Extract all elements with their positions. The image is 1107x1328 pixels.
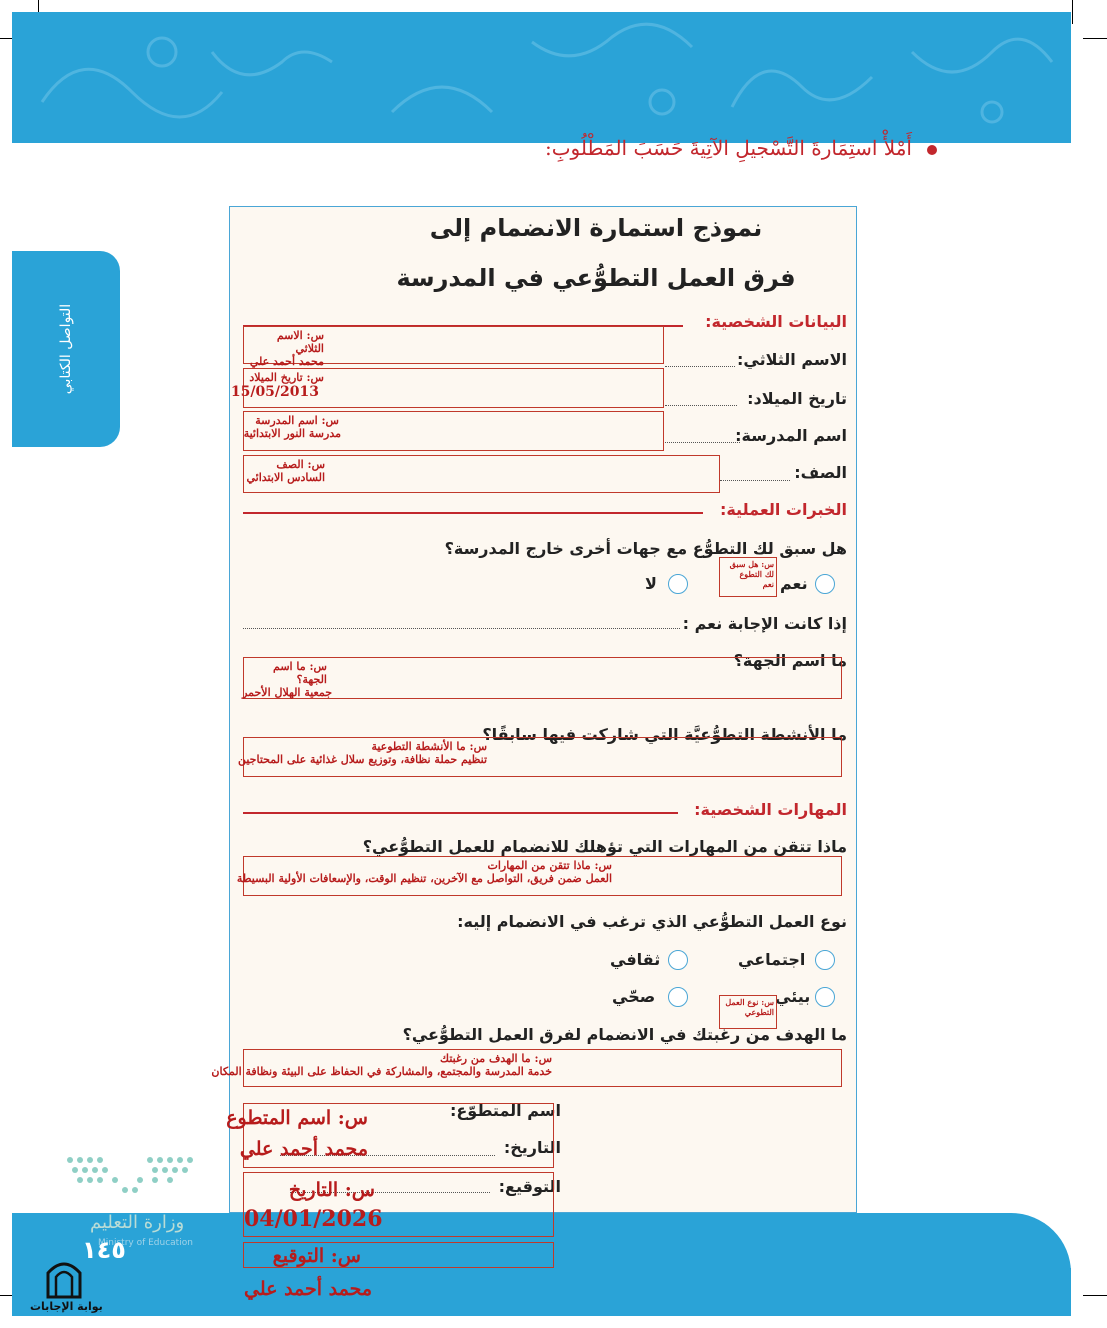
answer-value: خدمة المدرسة والمجتمع، والمشاركة في الحفاظ على البيئة ونظافة المكان [211,1065,552,1078]
crop-mark [1083,38,1107,39]
skills-answer[interactable] [236,856,842,896]
skills-question: ماذا تتقن من المهارات التي تؤهلك للانضمام للعمل التطوُّعي؟ [362,837,847,856]
section-skills: المهارات الشخصية: [694,800,847,819]
goal-answer[interactable] [211,1049,842,1087]
section-experience: الخبرات العملية: [719,500,847,519]
cultural-label: ثقافي [610,950,661,969]
date-answer[interactable] [243,1172,554,1237]
answer-question: س: ماذا تتقن من المهارات [487,859,612,872]
section-divider [243,512,703,514]
grade-line [720,480,790,481]
entity-answer[interactable] [243,657,842,699]
page-number: ١٤٥ [82,1236,126,1264]
birth-date-line [665,405,737,406]
yes-label: نعم [780,574,808,593]
school-name-line [665,442,740,443]
grade-label: الصف: [794,463,847,482]
form-title-line1: نموذج استمارة الانضمام إلى [429,214,763,242]
activities-answer[interactable] [237,737,842,777]
answer-value: محمد أحمد علي [239,1138,368,1160]
full-name-label: الاسم الثلاثي: [736,350,847,369]
answer-value: 04/01/2026 [244,1206,383,1232]
answer-value: جمعية الهلال الأحمر [242,686,332,699]
grade-answer[interactable] [243,455,720,493]
answer-question: س: التاريخ [288,1179,375,1201]
ministry-dots-icon [60,1150,200,1200]
social-radio[interactable] [815,950,835,970]
answer-value: محمد أحمد علي [249,355,324,368]
full-name-answer[interactable] [243,326,664,368]
form-title-line2: فرق العمل التطوُّعي في المدرسة [396,264,796,292]
volunteer-name-label: اسم المتطوّع: [449,1101,561,1120]
ministry-name: وزارة التعليم [90,1212,185,1233]
answer-question: س: اسم المدرسة [255,414,339,427]
answer-question: س: ما اسم الجهة؟ [273,660,327,686]
yes-radio[interactable] [815,574,835,594]
section-personal: البيانات الشخصية: [705,312,847,331]
cultural-radio[interactable] [668,950,688,970]
instruction-text: أَمْلأْ استِمَارةَ التَّسْجيلِ الآتِيةَ حَسَبَ المَطْلُوبِ: [544,136,912,160]
signature-answer-value: محمد أحمد علي [244,1278,373,1300]
if-yes-label: إذا كانت الإجابة نعم : [682,614,847,633]
health-radio[interactable] [668,987,688,1007]
prev-volunteer-question: هل سبق لك التطوُّع مع جهات أخرى خارج المدرسة؟ [444,539,847,558]
full-name-line [665,366,735,367]
crop-mark [1072,0,1073,24]
answer-question: س: نوع العمل التطوعي [725,997,774,1017]
volunteer-name-answer[interactable] [226,1103,554,1168]
answer-value: نعم [762,579,774,589]
answer-value: 15/05/2013 [230,384,319,400]
if-yes-line [243,628,680,629]
brand-arch-icon [44,1255,84,1299]
social-label: اجتماعي [738,950,806,969]
answer-question: س: التوقيع [272,1245,361,1267]
ministry-name-en: Ministry of Education [98,1238,193,1248]
date-label: التاريخ: [503,1138,561,1157]
school-name-label: اسم المدرسة: [735,426,847,445]
no-radio[interactable] [668,574,688,594]
footer-band-strip [12,1268,1071,1316]
answer-question: س: هل سبق لك التطوع [729,559,774,579]
signature-answer[interactable] [243,1242,554,1268]
birth-date-label: تاريخ الميلاد: [747,389,847,408]
answer-question: س: ما الأنشطة التطوعية [371,740,487,753]
birth-date-answer[interactable] [230,368,664,408]
brand-label: بوابة الإجابات [30,1300,103,1313]
no-label: لا [645,574,657,593]
header-band [12,12,1071,143]
signature-label: التوقيع: [498,1177,561,1196]
answer-question: س: الاسم الثلاثي [276,329,324,355]
decorative-calligraphy-pattern [12,12,1071,143]
bullet-icon [927,145,937,155]
environmental-radio[interactable] [815,987,835,1007]
school-name-answer[interactable] [243,411,664,451]
environmental-label: بيئي [775,987,811,1006]
answer-question: س: اسم المتطوع [226,1107,368,1129]
answer-question: س: تاريخ الميلاد [249,371,324,384]
answer-value: تنظيم حملة نظافة، وتوزيع سلال غذائية على المحتاجين [237,753,487,766]
type-question: نوع العمل التطوُّعي الذي ترغب في الانضمام إليه: [457,912,847,931]
prev-volunteer-answer[interactable] [719,557,777,597]
section-divider [243,812,678,814]
activities-question: ما الأنشطة التطوُّعيَّة التي شاركت فيها سابقًا؟ [482,725,847,744]
goal-question: ما الهدف من رغبتك في الانضمام لفرق العمل التطوُّعي؟ [402,1025,847,1044]
side-tab-label: التواصل الكتابي [58,303,74,395]
type-answer[interactable] [719,995,777,1029]
health-label: صحّي [612,987,656,1006]
ministry-logo [60,1150,200,1250]
answer-question: س: الصف [276,458,325,471]
entity-question: ما اسم الجهة؟ [733,651,847,670]
answer-value: السادس الابتدائي [246,471,325,484]
answer-value: العمل ضمن فريق، التواصل مع الآخرين، تنظيم الوقت، والإسعافات الأولية البسيطة [236,872,612,885]
answer-value: مدرسة النور الابتدائية [243,427,341,440]
answer-question: س: ما الهدف من رغبتك [440,1052,552,1065]
crop-mark [1083,1295,1107,1296]
